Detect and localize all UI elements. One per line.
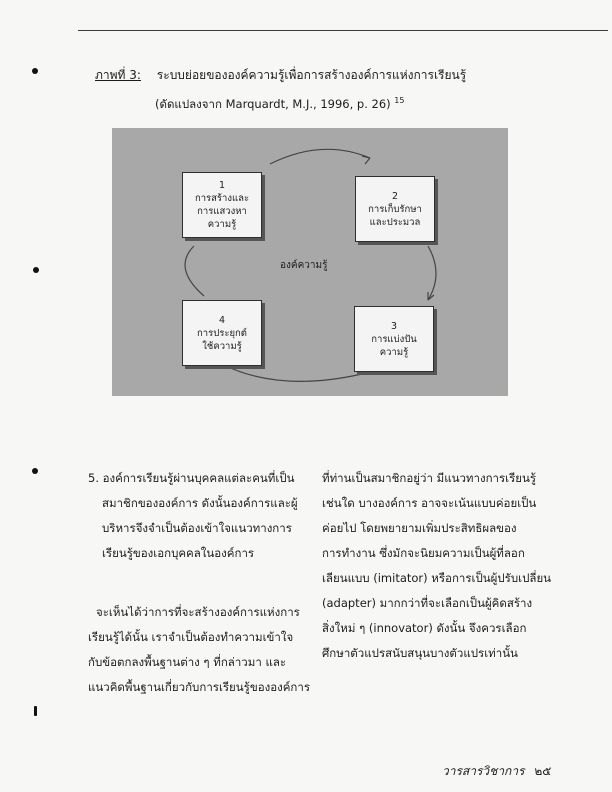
figure-title: ระบบย่อยขององค์ความรู้เพื่อการสร้างองค์การแห่งการเรียนรู้ <box>156 68 467 82</box>
text-line: เช่นใด บางองค์การ อาจจะเน้นแบบค่อยเป็น <box>322 496 537 510</box>
box-knowledge-creation <box>182 172 262 238</box>
diagram-center-label: องค์ความรู้ <box>280 260 328 271</box>
box-line: ความรู้ <box>207 219 237 230</box>
text-line: จะเห็นได้ว่าการที่จะสร้างองค์การแห่งการ <box>96 605 300 619</box>
journal-name: วารสารวิชาการ <box>442 764 525 778</box>
box-number: 1 <box>218 180 226 191</box>
figure-source: (ดัดแปลงจาก Marquardt, M.J., 1996, p. 26) <box>155 96 391 111</box>
figure-label: ภาพที่ 3: <box>95 68 141 82</box>
margin-bullet <box>32 68 38 74</box>
margin-bullet <box>33 267 39 273</box>
text-line: (adapter) มากกว่าที่จะเลือกเป็นผู้คิดสร้าง <box>322 596 533 610</box>
arrow-left <box>185 246 204 296</box>
top-rule <box>78 30 608 31</box>
box-line: การสร้างและ <box>194 193 250 204</box>
page-footer <box>442 762 551 781</box>
left-column-heading <box>88 466 298 566</box>
box-line: การแสวงหา <box>197 206 247 217</box>
text-line: สิ่งใหม่ ๆ (innovator) ดังนั้น จึงควรเลือก <box>322 621 527 635</box>
box-line: ใช้ความรู้ <box>202 340 242 352</box>
box-line: ความรู้ <box>379 346 409 358</box>
box-number: 2 <box>391 190 399 202</box>
right-column-paragraph <box>322 466 551 666</box>
text-line: 5. องค์การเรียนรู้ผ่านบุคคลแต่ละคนที่เป็น <box>88 471 295 485</box>
margin-bullet <box>32 468 38 474</box>
box-number: 4 <box>218 314 226 326</box>
text-line: แนวคิดพื้นฐานเกี่ยวกับการเรียนรู้ขององค์การ <box>88 680 311 694</box>
text-line: เลียนแบบ (imitator) หรือการเป็นผู้ปรับเปลี่ยน <box>322 571 552 585</box>
figure-source-line <box>95 88 466 117</box>
text-line: เรียนรู้ของเอกบุคคลในองค์การ <box>102 546 255 560</box>
box-number: 3 <box>390 320 398 332</box>
arrow-bottom <box>226 366 362 381</box>
figure-caption <box>95 62 466 117</box>
page-number: ๒๕ <box>534 764 552 778</box>
text-line: กับข้อตกลงพื้นฐานต่าง ๆ ที่กล่าวมา และ <box>88 655 287 669</box>
box-line: การเก็บรักษา <box>368 203 422 215</box>
box-knowledge-sharing <box>354 306 434 372</box>
text-line: เรียนรู้ได้นั้น เราจำเป็นต้องทำความเข้าใจ <box>88 630 294 644</box>
text-line: ที่ท่านเป็นสมาชิกอยู่ว่า มีแนวทางการเรียนรู้ <box>322 471 537 485</box>
text-line: การทำงาน ซึ่งมักจะนิยมความเป็นผู้ที่ลอก <box>322 546 525 560</box>
left-column-paragraph <box>88 600 310 700</box>
box-line: การแบ่งปัน <box>371 333 417 345</box>
arrowhead <box>362 156 370 164</box>
knowledge-cycle-diagram <box>112 128 508 396</box>
text-line: บริหารจึงจำเป็นต้องเข้าใจแนวทางการ <box>102 521 292 535</box>
text-line: สมาชิกขององค์การ ดังนั้นองค์การและผู้ <box>102 496 298 510</box>
text-line: ค่อยไป โดยพยายามเพิ่มประสิทธิผลของ <box>322 521 517 535</box>
text-line: ศึกษาตัวแปรสนับสนุนบางตัวแปรเท่านั้น <box>322 646 518 660</box>
box-knowledge-application <box>182 300 262 366</box>
box-line: และประมวล <box>369 216 421 228</box>
margin-bullet <box>34 706 37 716</box>
arrow-top <box>270 149 370 164</box>
box-knowledge-storage <box>355 176 435 242</box>
footnote-ref: 15 <box>394 96 405 105</box>
box-line: การประยุกต์ <box>197 327 247 339</box>
arrow-right <box>428 246 436 300</box>
